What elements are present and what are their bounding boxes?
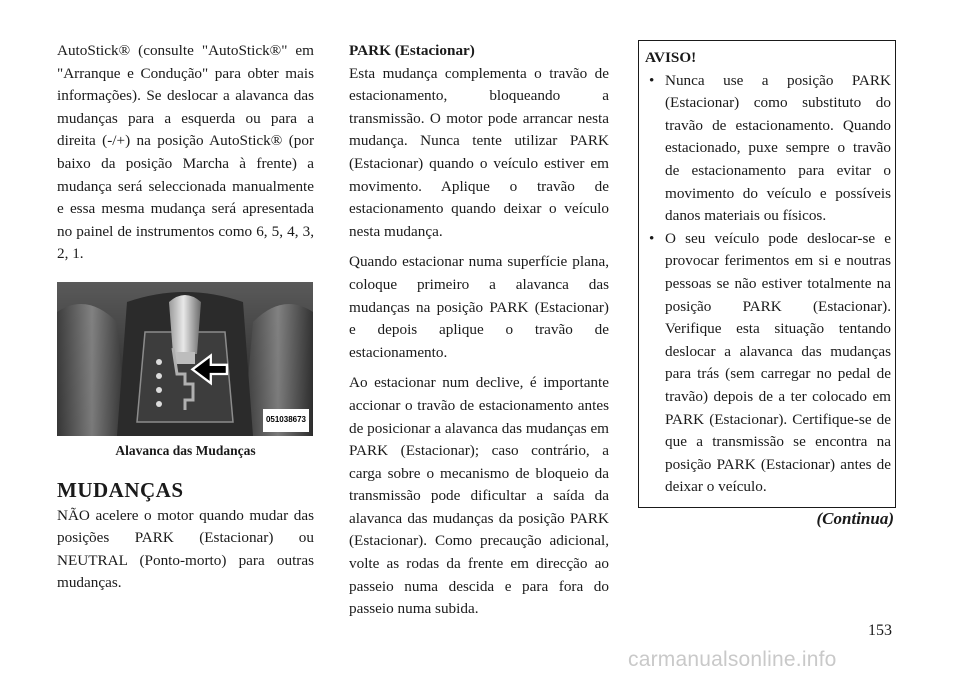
section-paragraph: NÃO acelere o motor quando mudar das posições PARK (Estacionar) ou NEUTRAL (Ponto-morto) para outras mudanças.: [57, 506, 314, 592]
column-left: [57, 40, 314, 603]
warning-box: [638, 40, 896, 508]
warning-item: • Nunca use a posição PARK (Estacionar) como substituto do travão de estacionamento. Quando estacionado, puxe sempre o travão de estacionamento para evitar o movimento do veículo e possíveis danos materiais ou físicos.: [645, 70, 891, 228]
warning-item: • O seu veículo pode deslocar-se e provocar ferimentos em si e noutras pessoas se não estiver totalmente na posição PARK (Estacionar). Verifique esta situação tentando deslocar a alavanca das mudanças para trás (sem carregar no pedal de travão) depois de a ter colocado em PARK (Estacionar). Certifique-se de que a transmissão se encontra na posição PARK (Estacionar) antes de deixar o veículo.: [645, 228, 891, 499]
continued-label: (Continua): [816, 508, 894, 528]
intro-paragraph: AutoStick® (consulte "AutoStick®" em "Arranque e Condução" para obter mais informações). Se deslocar a alavanca das mudanças para a esquerda ou para a direita (-/+) na posição AutoStick® (por baixo da posição Marcha à frente) a mudança será seleccionada manualmente e essa mesma mudança será apresentada no painel de instrumentos como 6, 5, 4, 3, 2, 1.: [57, 42, 314, 263]
park-paragraph-1: Esta mudança complementa o travão de estacionamento, bloqueando a transmissão. O motor pode arrancar nesta mudança. Nunca tente utilizar PARK (Estacionar) quando o veículo estiver em movimento. Aplique o travão de estacionamento quando deixar o veículo nesta mudança.: [349, 64, 609, 240]
page-number: 153: [868, 622, 892, 639]
section-title: MUDANÇAS: [57, 477, 184, 502]
column-middle: [349, 40, 609, 629]
column-right: [638, 40, 896, 530]
warning-list: [645, 70, 891, 499]
warning-title: AVISO!: [645, 49, 697, 66]
figure-caption: Alavanca das Mudanças: [115, 442, 256, 458]
watermark: carmanualsonline.info: [628, 648, 837, 671]
gear-shifter-figure: [57, 282, 313, 436]
park-heading: PARK (Estacionar): [349, 42, 475, 59]
park-paragraph-3: Ao estacionar num declive, é importante accionar o travão de estacionamento antes de posicionar a alavanca das mudanças em PARK (Estacionar); caso contrário, a carga sobre o mecanismo de bloqueio da transmissão pode dificultar a saída da alavanca das mudanças da posição PARK (Estacionar). Como precaução adicional, volte as rodas da frente em direcção ao passeio numa descida e para fora do passeio numa subida.: [349, 374, 609, 618]
park-paragraph-2: Quando estacionar numa superfície plana, coloque primeiro a alavanca das mudanças na posição PARK (Estacionar) e depois aplique o travão de estacionamento.: [349, 253, 609, 361]
figure-code: 051038673: [263, 409, 309, 432]
